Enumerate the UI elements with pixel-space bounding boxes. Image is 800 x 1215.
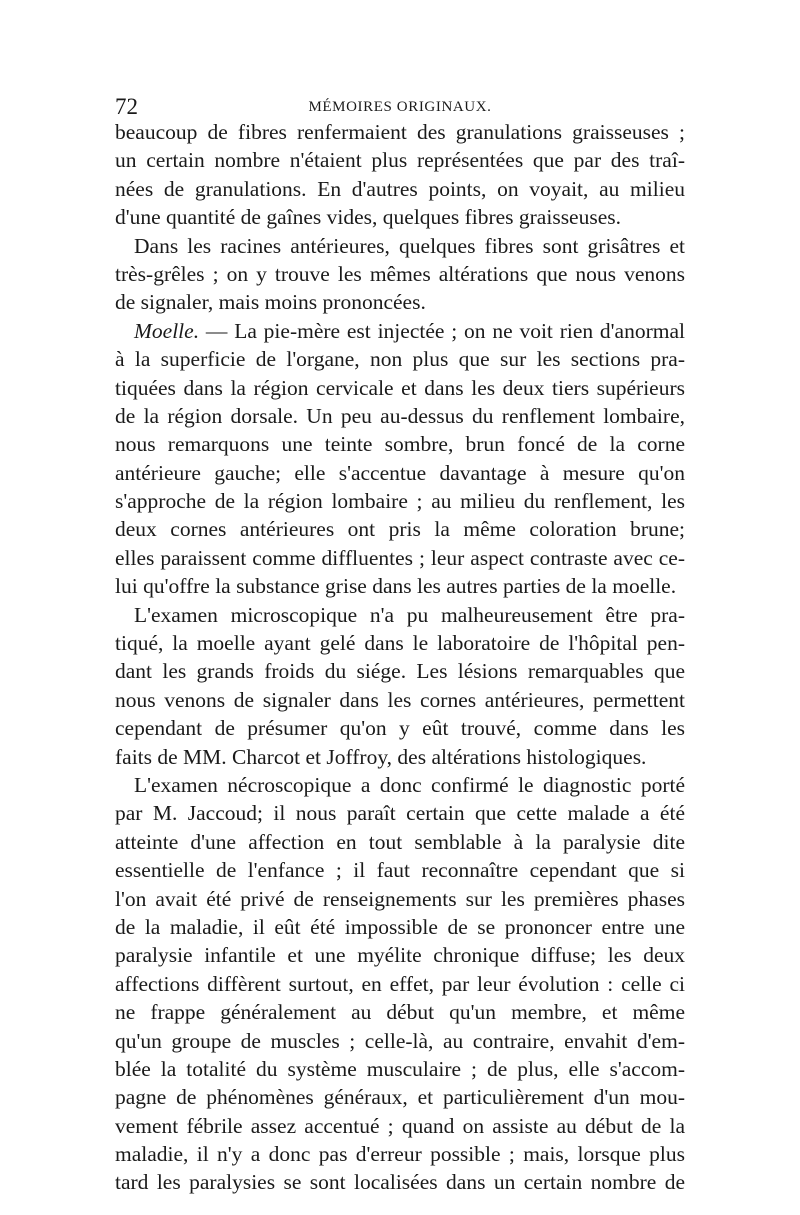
text-line: beaucoup de fibres renfermaient des granulations graisseuses ; — [115, 120, 685, 144]
text-line: qu'un groupe de muscles ; celle-là, au contraire, envahit d'em- — [115, 1028, 685, 1053]
text-line: lui qu'offre la substance grise dans les autres parties de la moelle. — [115, 574, 677, 599]
running-head: MÉMOIRES ORIGINAUX. — [308, 99, 492, 115]
line-text: — La pie-mère est injectée ; on ne voit rien d'anormal — [199, 318, 685, 343]
text-line: essentielle de l'enfance ; il faut reconnaître cependant que si — [115, 858, 685, 883]
text-line: elles paraissent comme diffluentes ; leur aspect contraste avec ce- — [115, 545, 685, 570]
page-number: 72 — [115, 94, 138, 119]
text-line: dant les grands froids du siége. Les lésions remarquables que — [115, 659, 685, 684]
text-line: d'une quantité de gaînes vides, quelques fibres graisseuses. — [115, 205, 622, 230]
text-line: par M. Jaccoud; il nous paraît certain que cette malade a été — [115, 801, 685, 826]
text-line: ne frappe généralement au début qu'un membre, et même — [115, 1000, 685, 1025]
text-line: l'on avait été privé de renseignements sur les premières phases — [115, 886, 685, 911]
text-line: deux cornes antérieures ont pris la même coloration brune; — [115, 517, 685, 542]
text-line: atteinte d'une affection en tout semblable à la paralysie dite — [115, 829, 685, 854]
text-line: faits de MM. Charcot et Joffroy, des altérations histologiques. — [115, 744, 647, 769]
text-line: blée la totalité du système musculaire ; de plus, elle s'accom- — [115, 1056, 685, 1081]
text-line: vement fébrile assez accentué ; quand on assiste au début de la — [115, 1113, 685, 1138]
text-line: pagne de phénomènes généraux, et particulièrement d'un mou- — [115, 1085, 685, 1110]
text-line: nous venons de signaler dans les cornes antérieures, permettent — [115, 687, 685, 712]
text-line — [115, 317, 685, 345]
text-line: s'approche de la région lombaire ; au milieu du renflement, les — [115, 489, 685, 514]
text-line: très-grêles ; on y trouve les mêmes altérations que nous venons — [115, 261, 685, 286]
text-line: L'examen microscopique n'a pu malheureusement être pra- — [134, 602, 685, 627]
text-line: nous remarquons une teinte sombre, brun foncé de la corne — [115, 432, 685, 457]
body-text — [115, 118, 685, 1197]
section-lead: Moelle. — [134, 318, 200, 343]
text-line: maladie, il n'y a donc pas d'erreur possible ; mais, lorsque plus — [115, 1142, 685, 1167]
text-line: nées de granulations. En d'autres points, on voyait, au milieu — [115, 176, 685, 201]
text-line: de la région dorsale. Un peu au-dessus du renflement lombaire, — [115, 403, 685, 428]
text-line: tard les paralysies se sont localisées dans un certain nombre de — [115, 1170, 685, 1195]
text-line: de la maladie, il eût été impossible de se prononcer entre une — [115, 914, 685, 939]
text-line: de signaler, mais moins prononcées. — [115, 290, 426, 315]
text-line: Dans les racines antérieures, quelques fibres sont grisâtres et — [134, 233, 685, 258]
text-line: cependant de présumer qu'on y eût trouvé, comme dans les — [115, 716, 685, 741]
text-line: à la superficie de l'organe, non plus que sur les sections pra- — [115, 347, 685, 372]
text-line: paralysie infantile et une myélite chronique diffuse; les deux — [115, 943, 685, 968]
text-line: un certain nombre n'étaient plus représentées que par des traî- — [115, 148, 685, 173]
text-line: tiquées dans la région cervicale et dans les deux tiers supérieurs — [115, 375, 685, 400]
text-line: tiqué, la moelle ayant gelé dans le laboratoire de l'hôpital pen- — [115, 631, 685, 656]
text-line: L'examen nécroscopique a donc confirmé le diagnostic porté — [134, 772, 685, 797]
text-line: affections diffèrent surtout, en effet, par leur évolution : celle ci — [115, 971, 685, 996]
text-line: antérieure gauche; elle s'accentue davantage à mesure qu'on — [115, 460, 685, 485]
